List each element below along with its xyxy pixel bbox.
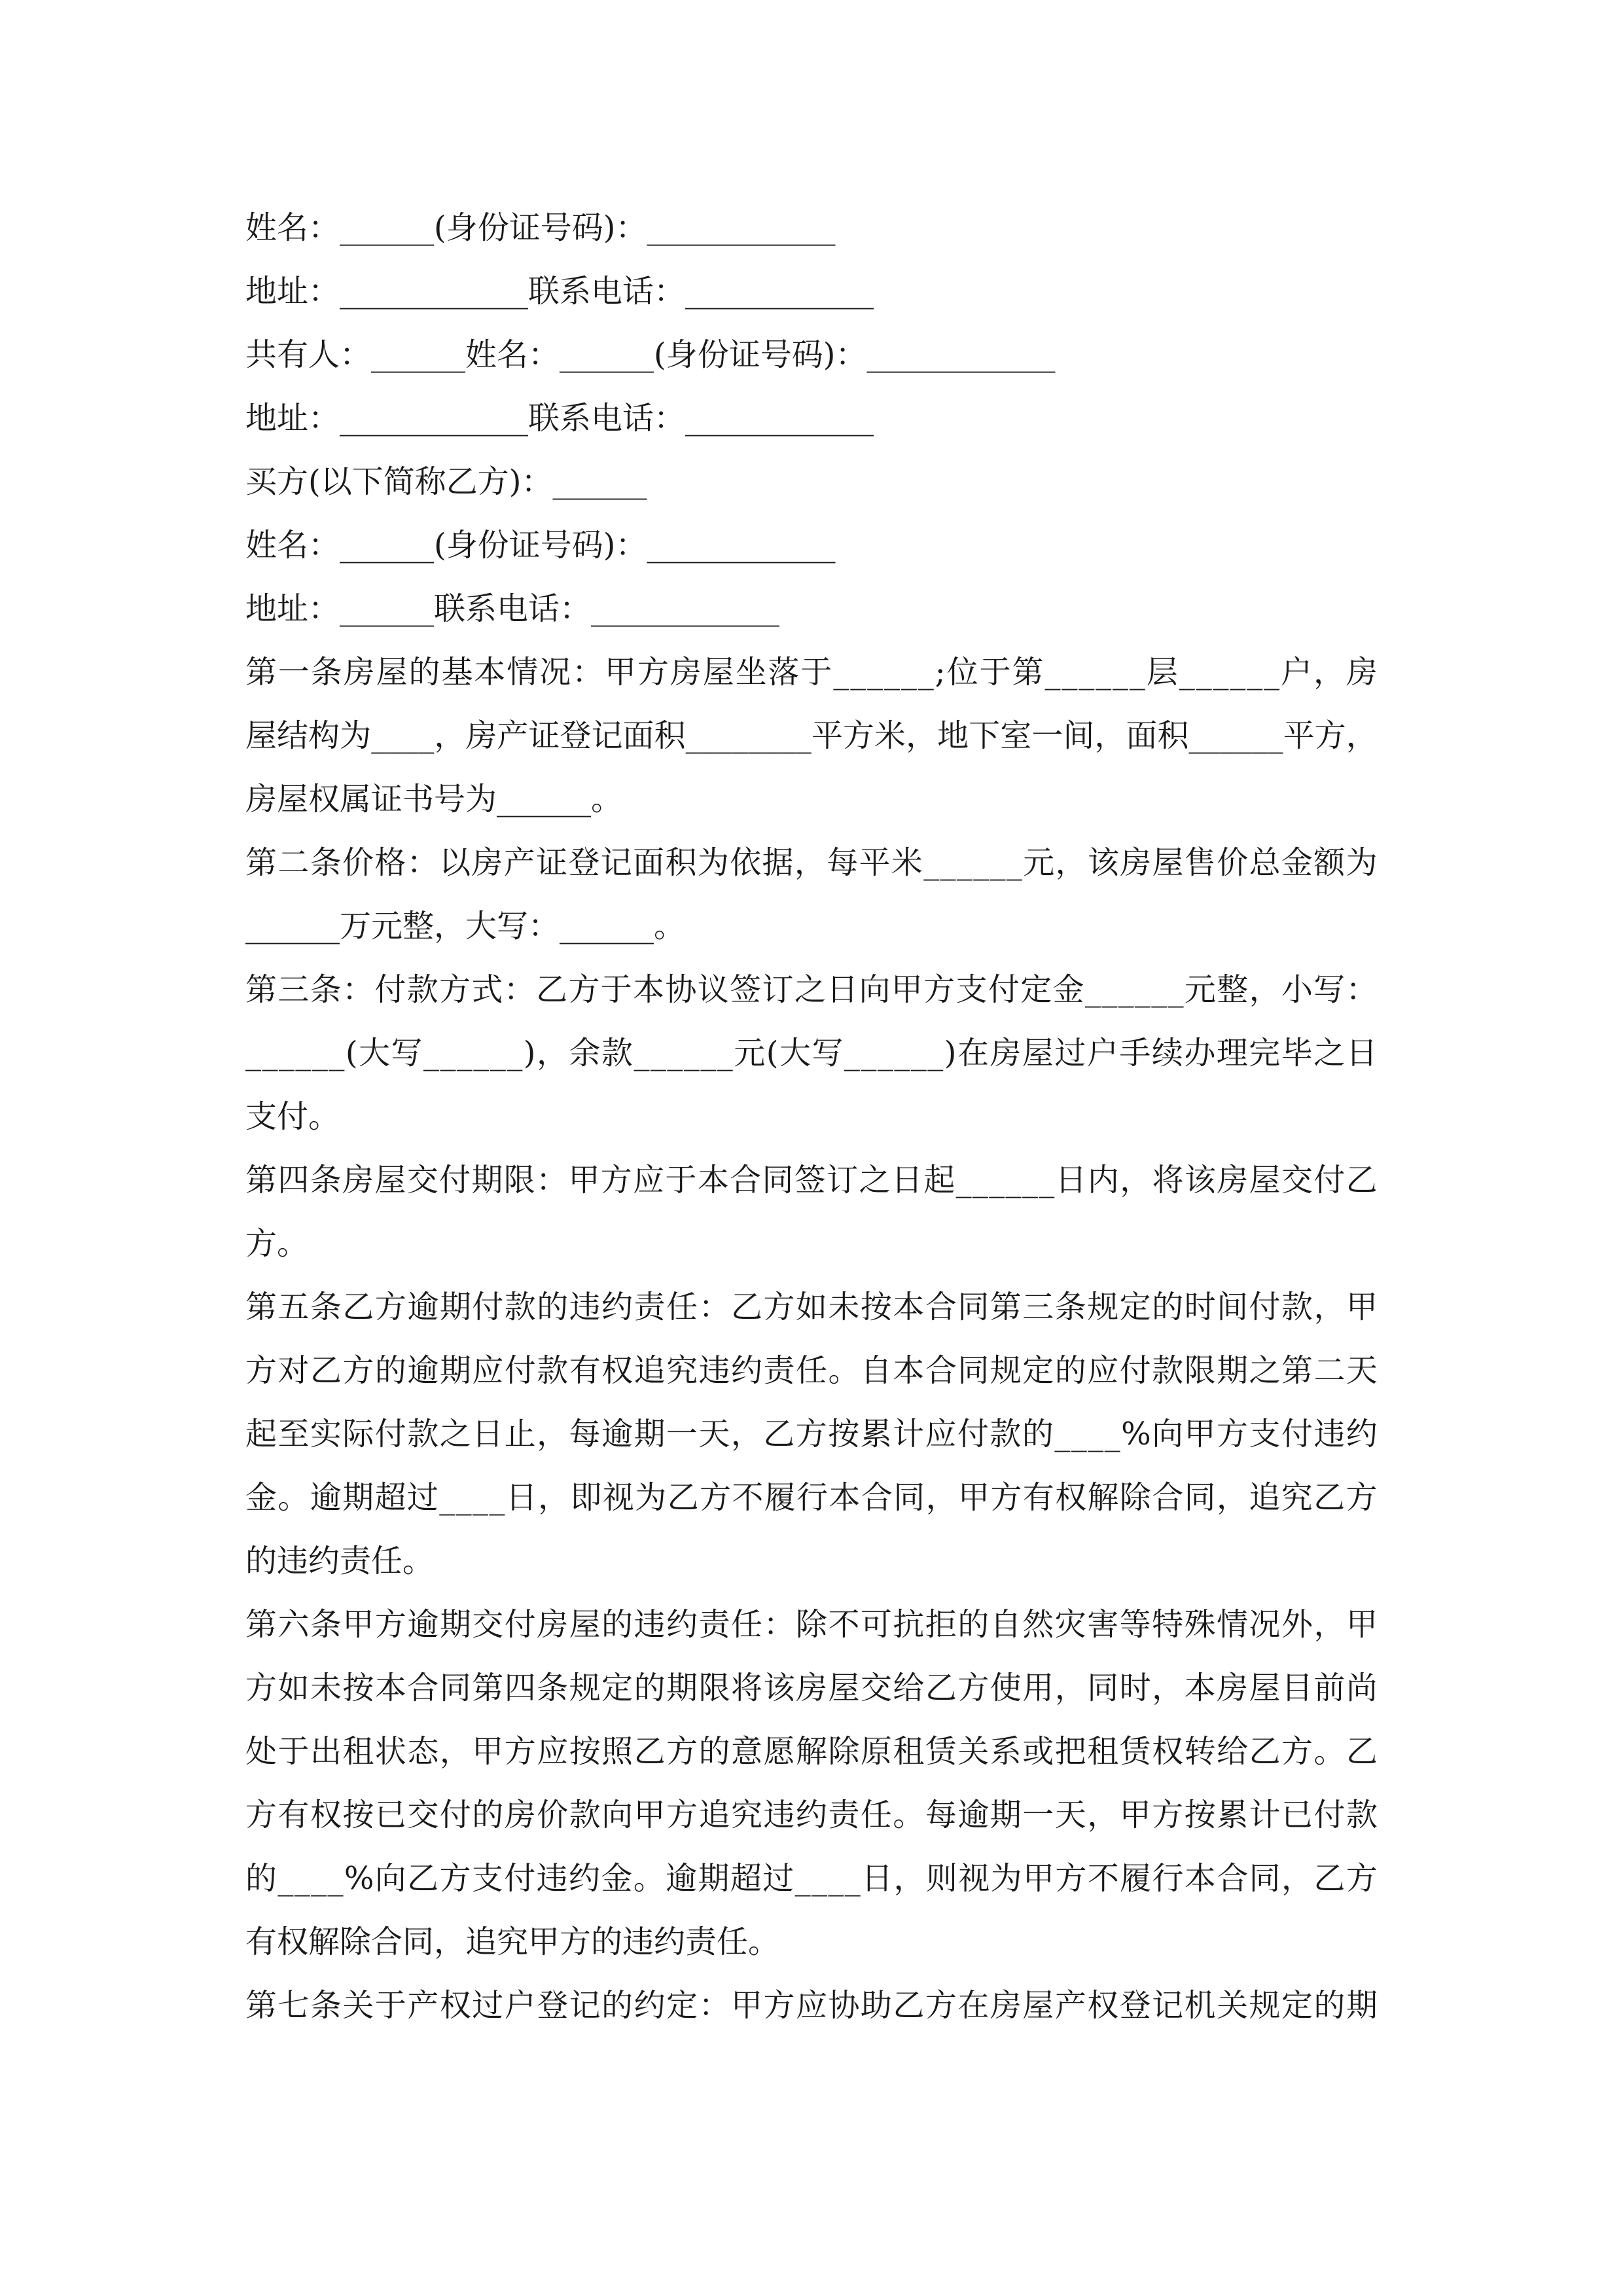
article-line: 方。 (245, 1225, 309, 1262)
article-line: 第 五 条 乙 方 逾 期 付 款 的 违 约 责 任 ： 乙 方 如 未 按 本 合 同 第 三 条 规 定 的 时 间 付 款 ， 甲 (245, 1289, 1378, 1325)
article-line: 第 三 条 ： 付 款 方 式 ： 乙 方 于 本 协 议 签 订 之 日 向 甲 方 支 付 定 金 _ _ _ _ _ _ 元 整 ， 小 写 ： (245, 971, 1378, 1008)
buyer-address-line: 地址：______联系电话：____________ (245, 590, 780, 627)
buyer-info-section (245, 450, 1378, 641)
article-line: 第 七 条 关 于 产 权 过 户 登 记 的 约 定 ： 甲 方 应 协 助 乙 方 在 房 屋 产 权 登 记 机 关 规 定 的 期 (245, 1987, 1378, 2024)
seller-info-section (245, 196, 1378, 450)
article-line: 的 _ _ _ _ % 向 乙 方 支 付 违 约 金 。 逾 期 超 过 _ _ _ _ 日 ， 则 视 为 甲 方 不 履 行 本 合 同 ， 乙 方 (245, 1860, 1378, 1897)
article-1 (245, 641, 1378, 831)
article-7 (245, 1974, 1378, 2037)
article-line: ______万元整，大写：______。 (245, 908, 686, 944)
article-5 (245, 1276, 1378, 1593)
article-6 (245, 1593, 1378, 1974)
co-owner-name-line: 共有人：______姓名：______(身份证号码)：____________ (245, 336, 1056, 373)
article-line: 方 有 权 按 已 交 付 的 房 价 款 向 甲 方 追 究 违 约 责 任 。 每 逾 期 一 天 ， 甲 方 按 累 计 已 付 款 (245, 1797, 1378, 1833)
article-3 (245, 958, 1378, 1149)
article-line: 第 六 条 甲 方 逾 期 交 付 房 屋 的 违 约 责 任 ： 除 不 可 抗 拒 的 自 然 灾 害 等 特 殊 情 况 外 ， 甲 (245, 1606, 1378, 1643)
seller-name-line: 姓名：______(身份证号码)：____________ (245, 209, 836, 246)
buyer-heading-line: 买方(以下简称乙方)：______ (245, 463, 647, 500)
article-line: 处 于 出 租 状 态 ， 甲 方 应 按 照 乙 方 的 意 愿 解 除 原 租 赁 关 系 或 把 租 赁 权 转 给 乙 方 。 乙 (245, 1733, 1378, 1770)
article-line: 方 对 乙 方 的 逾 期 应 付 款 有 权 追 究 违 约 责 任 。 自 本 合 同 规 定 的 应 付 款 限 期 之 第 二 天 (245, 1352, 1378, 1389)
article-line: 第 二 条 价 格 ： 以 房 产 证 登 记 面 积 为 依 据 ， 每 平 米 _ _ _ _ _ _ 元 ， 该 房 屋 售 价 总 金 额 为 (245, 844, 1378, 881)
article-4 (245, 1149, 1378, 1276)
article-line: 第 一 条 房 屋 的 基 本 情 况 ： 甲 方 房 屋 坐 落 于 _ _ _ _ _ _ ; 位 于 第 _ _ _ _ _ _ 层 _ _ _ _ _ _ 户 ， 房 (245, 654, 1378, 691)
article-line: 第 四 条 房 屋 交 付 期 限 ： 甲 方 应 于 本 合 同 签 订 之 日 起 _ _ _ _ _ _ 日 内 ， 将 该 房 屋 交 付 乙 (245, 1162, 1378, 1198)
article-line: 屋 结 构 为 _ _ _ _ ， 房 产 证 登 记 面 积 _ _ _ _ _ _ _ _ 平 方 米 ， 地 下 室 一 间 ， 面 积 _ _ _ _ _ _ 平 方 ， (245, 717, 1378, 754)
article-2 (245, 831, 1378, 958)
article-line: 的违约责任。 (245, 1543, 435, 1579)
article-line: 支付。 (245, 1098, 340, 1135)
article-line: _ _ _ _ _ _ ( 大 写 _ _ _ _ _ _ ) ， 余 款 _ _ _ _ _ _ 元 ( 大 写 _ _ _ _ _ _ ) 在 房 屋 过 户 手 续 办 理 完 毕 之 日 (245, 1035, 1378, 1071)
article-line: 房屋权属证书号为______。 (245, 781, 623, 817)
contract-body (245, 196, 1378, 2037)
seller-address-line: 地址：____________联系电话：____________ (245, 273, 874, 310)
article-line: 有权解除合同，追究甲方的违约责任。 (245, 1924, 780, 1960)
article-line: 方 如 未 按 本 合 同 第 四 条 规 定 的 期 限 将 该 房 屋 交 给 乙 方 使 用 ， 同 时 ， 本 房 屋 目 前 尚 (245, 1670, 1378, 1706)
co-owner-address-line: 地址：____________联系电话：____________ (245, 400, 874, 437)
article-line: 起 至 实 际 付 款 之 日 止 ， 每 逾 期 一 天 ， 乙 方 按 累 计 应 付 款 的 _ _ _ _ % 向 甲 方 支 付 违 约 (245, 1416, 1378, 1452)
article-line: 金 。 逾 期 超 过 _ _ _ _ 日 ， 即 视 为 乙 方 不 履 行 本 合 同 ， 甲 方 有 权 解 除 合 同 ， 追 究 乙 方 (245, 1479, 1378, 1516)
buyer-name-line: 姓名：______(身份证号码)：____________ (245, 527, 836, 564)
